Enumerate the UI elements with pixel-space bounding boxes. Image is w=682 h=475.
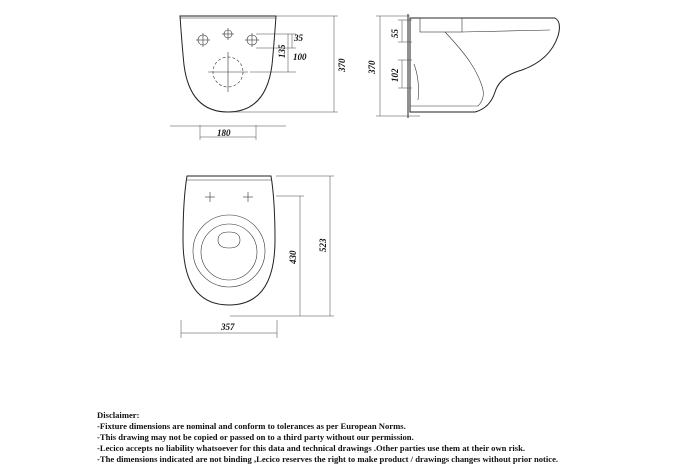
- plan-dimension-lines: [181, 176, 334, 338]
- front-fixing-hole-right: [245, 33, 259, 47]
- plan-width-label: 357: [221, 322, 235, 332]
- front-fixing-hole-left: [196, 33, 210, 47]
- side-height-label: 370: [367, 60, 377, 74]
- plan-fixing-hole-left: [205, 192, 215, 202]
- side-view-rim-line: [462, 30, 550, 32]
- side-top-height-label: 55: [390, 29, 400, 38]
- front-inlet-hole: [222, 28, 234, 40]
- front-height-label: 370: [337, 58, 347, 72]
- front-width-label: 180: [217, 128, 231, 138]
- plan-fixing-hole-right: [243, 192, 253, 202]
- plan-view: [181, 176, 334, 338]
- front-hole-spacing-label: 135: [277, 44, 287, 58]
- disclaimer-line: -The dimensions indicated are not binding ,Lecico reserves the right to make product / drawings changes without prior notice.: [97, 454, 559, 464]
- side-view: [367, 14, 559, 118]
- disclaimer-block: [97, 410, 677, 465]
- front-outlet-circle: [208, 52, 248, 92]
- plan-total-length-label: 523: [318, 238, 328, 252]
- front-inlet-height-label: 100: [293, 52, 307, 62]
- disclaimer-line: -This drawing may not be copied or passed on to a third party without our permission.: [97, 432, 414, 442]
- side-view-inner-bowl: [410, 32, 483, 106]
- side-view-outlet-curve: [414, 64, 419, 100]
- plan-view-rim: [193, 215, 265, 287]
- plan-view-bowl: [201, 224, 257, 280]
- side-view-seat-block: [420, 18, 462, 32]
- disclaimer-line: -Lecico accepts no liability whatsoever for this data and technical drawings .Other parties use them at their own risk.: [97, 443, 526, 453]
- disclaimer-title: Disclaimer:: [97, 410, 140, 420]
- front-hole-offset-label: 35: [294, 33, 303, 43]
- front-view: [170, 16, 347, 140]
- plan-view-outlet: [218, 232, 240, 248]
- disclaimer-line: -Fixture dimensions are nominal and conform to tolerances as per European Norms.: [97, 421, 406, 431]
- plan-inner-length-label: 430: [288, 250, 298, 264]
- plan-view-outline: [183, 176, 275, 305]
- side-outlet-height-label: 102: [390, 68, 400, 82]
- front-dimension-lines: [170, 16, 338, 140]
